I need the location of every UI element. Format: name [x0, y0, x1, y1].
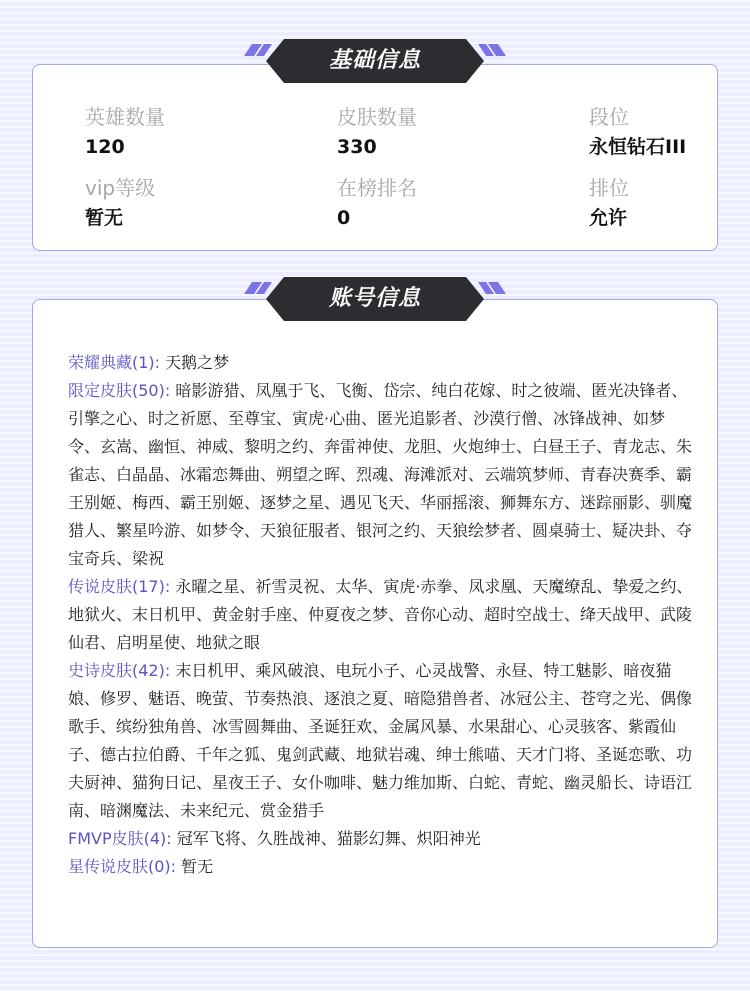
- section-items: 冠军飞将、久胜战神、猫影幻舞、炽阳神光: [176, 829, 481, 848]
- stat-label: 皮肤数量: [337, 105, 417, 129]
- section-separator: :: [170, 857, 177, 876]
- stat-skin-count: [337, 103, 537, 161]
- section-epic-skins: [68, 657, 696, 825]
- stat-label: vip等级: [85, 176, 156, 200]
- section-items: 天鹅之梦: [165, 353, 230, 372]
- section-key: FMVP皮肤(4): [68, 829, 167, 848]
- stat-value: 330: [337, 136, 377, 158]
- section-star-legend-skins: [68, 853, 696, 881]
- account-info-title-banner: [244, 276, 506, 322]
- stat-label: 在榜排名: [337, 176, 417, 200]
- stat-vip-level: [85, 174, 285, 232]
- section-items: 末日机甲、乘风破浪、电玩小子、心灵战警、永昼、特工魅影、暗夜猫娘、修罗、魅语、晚萤、节奏热浪、逐浪之夏、暗隐猎兽者、冰冠公主、苍穹之光、偶像歌手、缤纷独角兽、冰雪圆舞曲、圣诞狂欢、金属风暴、水果甜心、心灵骇客、紫霞仙子、德古拉伯爵、千年之狐、鬼剑武藏、地狱岩魂、绅士熊喵、天才门将、圣诞恋歌、功夫厨神、猫狗日记、星夜王子、女仆咖啡、魅力维加斯、白蛇、青蛇、幽灵船长、诗语江南、暗渊魔法、未来纪元、赏金猎手: [68, 661, 693, 820]
- section-items: 永曜之星、祈雪灵祝、太华、寅虎·赤拳、凤求凰、天魔缭乱、挚爱之约、地狱火、末日机甲、黄金射手座、仲夏夜之梦、音你心动、超时空战士、绛天战甲、武陵仙君、启明星使、地狱之眼: [68, 577, 693, 652]
- stat-value: 允许: [589, 207, 628, 229]
- section-separator: :: [164, 577, 171, 596]
- section-items: 暗影游猎、凤凰于飞、飞衡、岱宗、纯白花嫁、时之彼端、匿光决锋者、引擎之心、时之祈愿、至尊宝、寅虎·心曲、匿光追影者、沙漠行僧、冰锋战神、如梦令、玄嵩、幽恒、神威、黎明之约、奔雷神使、龙胆、火炮绅士、白昼王子、青龙志、朱雀志、白晶晶、冰霜恋舞曲、朔望之晖、烈魂、海滩派对、云端筑梦师、青春决赛季、霸王别姬、梅西、霸王别姬、逐梦之星、遇见飞天、华丽摇滚、狮舞东方、迷踪丽影、驯魔猎人、繁星吟游、如梦令、天狼征服者、银河之约、天狼绘梦者、圆桌骑士、疑决卦、夺宝奇兵、梁祝: [68, 381, 693, 568]
- basic-info-title-banner: [244, 38, 506, 84]
- section-separator: :: [164, 381, 171, 400]
- stat-rank-tier: [589, 103, 709, 161]
- section-key: 星传说皮肤(0): [68, 857, 171, 876]
- stat-label: 英雄数量: [85, 105, 165, 129]
- section-limited-skins: [68, 377, 696, 573]
- section-glory-collection: [68, 349, 696, 377]
- section-key: 荣耀典藏(1): [68, 353, 155, 372]
- section-key: 传说皮肤(17): [68, 577, 165, 596]
- stat-value: 暂无: [85, 207, 124, 229]
- stat-label: 段位: [589, 105, 629, 129]
- section-legend-skins: [68, 573, 696, 657]
- stat-ranked-allowed: [589, 174, 709, 232]
- section-items: 暂无: [181, 857, 214, 876]
- stat-value: 永恒钻石III: [589, 136, 687, 158]
- section-separator: :: [164, 661, 171, 680]
- account-info-title: 账号信息: [328, 286, 421, 311]
- section-key: 限定皮肤(50): [68, 381, 165, 400]
- section-separator: :: [166, 829, 172, 848]
- section-key: 史诗皮肤(42): [68, 661, 165, 680]
- stat-value: 120: [85, 136, 125, 158]
- section-separator: :: [154, 353, 161, 372]
- basic-info-title: 基础信息: [328, 48, 421, 73]
- stat-leaderboard-rank: [337, 174, 537, 232]
- section-fmvp-skins: [68, 825, 696, 853]
- stat-hero-count: [85, 103, 285, 161]
- account-skin-list: [68, 349, 696, 881]
- stat-label: 排位: [589, 176, 629, 200]
- stat-value: 0: [337, 207, 351, 229]
